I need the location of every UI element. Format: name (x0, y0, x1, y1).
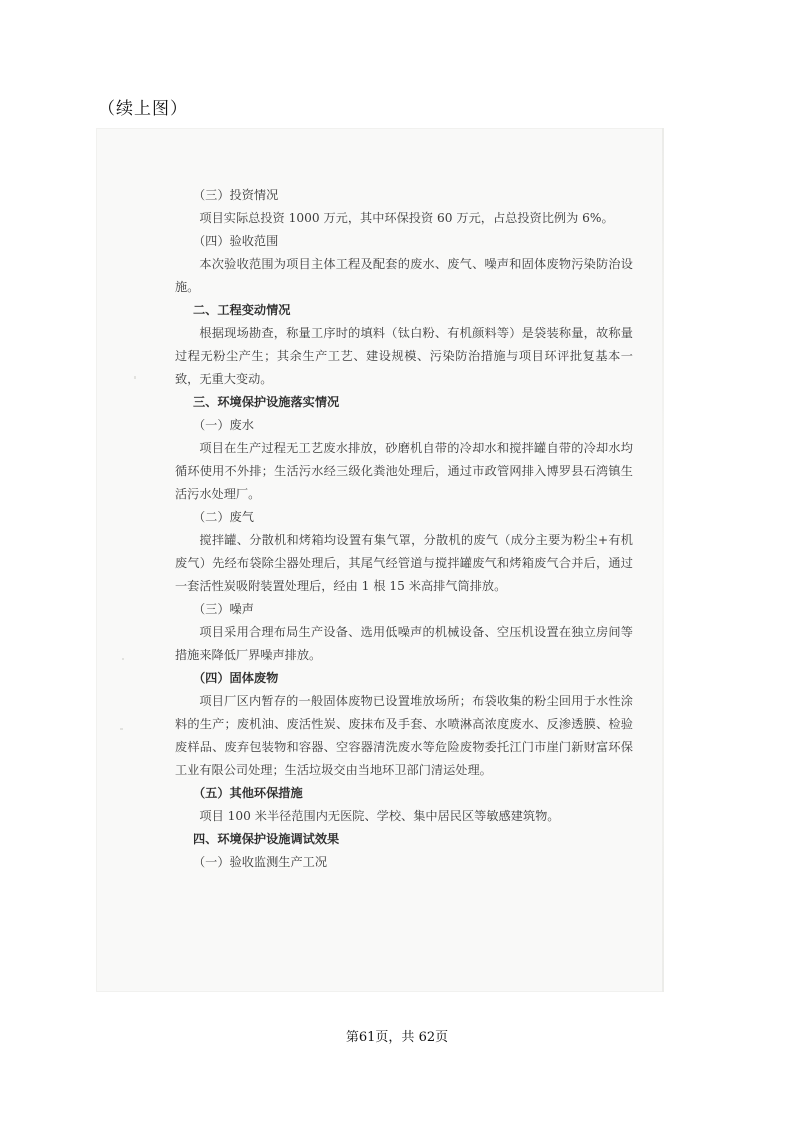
paragraph-other-measures: 项目 100 米半径范围内无医院、学校、集中居民区等敏感建筑物。 (199, 809, 560, 823)
section-changes: 二、工程变动情况 (193, 303, 291, 317)
section-facilities: 三、环境保护设施落实情况 (193, 395, 340, 409)
section-scope: （四）验收范围 (193, 234, 279, 248)
section-investment: （三）投资情况 (193, 188, 279, 202)
scan-edge (662, 128, 664, 992)
subsection-wastewater: （一）废水 (193, 418, 254, 432)
subsection-monitoring: （一）验收监测生产工况 (193, 855, 328, 869)
subsection-solid-waste: （四）固体废物 (193, 671, 279, 685)
page-number: 第61页，共 62页 (345, 1030, 449, 1045)
scan-mark (120, 728, 123, 730)
subsection-noise: （三）噪声 (193, 602, 254, 616)
subsection-other-measures: （五）其他环保措施 (193, 786, 303, 800)
figure-continued-caption: （续上图） (98, 99, 188, 119)
paragraph-exhaust: 搅拌罐、分散机和烤箱均设置有集气罩，分散机的废气（成分主要为粉尘+有机废气）先经布袋除尘器处理后，其尾气经管道与搅拌罐废气和烤箱废气合并后，通过一套活性炭吸附装置处理后，经由 1 根 15 米高排气筒排放。 (175, 533, 633, 593)
document-body (175, 184, 633, 874)
paragraph-wastewater: 项目在生产过程无工艺废水排放，砂磨机自带的冷却水和搅拌罐自带的冷却水均循环使用不外排；生活污水经三级化粪池处理后，通过市政管网排入博罗县石湾镇生活污水处理厂。 (175, 441, 633, 501)
paragraph-investment: 项目实际总投资 1000 万元，其中环保投资 60 万元，占总投资比例为 6%。 (199, 211, 614, 225)
paragraph-changes: 根据现场勘查，称量工序时的填料（钛白粉、有机颜料等）是袋装称量，故称量过程无粉尘产生；其余生产工艺、建设规模、污染防治措施与项目环评批复基本一致，无重大变动。 (175, 326, 633, 386)
paragraph-solid-waste: 项目厂区内暂存的一般固体废物已设置堆放场所；布袋收集的粉尘回用于水性涂料的生产；废机油、废活性炭、废抹布及手套、水喷淋高浓度废水、反渗透膜、检验废样品、废弃包装物和容器、空容器清洗废水等危险废物委托江门市崖门新财富环保工业有限公司处理；生活垃圾交由当地环卫部门清运处理。 (175, 694, 633, 777)
paragraph-scope: 本次验收范围为项目主体工程及配套的废水、废气、噪声和固体废物污染防治设施。 (175, 257, 633, 294)
section-commissioning: 四、环境保护设施调试效果 (193, 832, 340, 846)
scan-mark (122, 658, 124, 660)
scan-mark (134, 376, 136, 379)
paragraph-noise: 项目采用合理布局生产设备、选用低噪声的机械设备、空压机设置在独立房间等措施来降低厂界噪声排放。 (175, 625, 633, 662)
subsection-exhaust: （二）废气 (193, 510, 254, 524)
